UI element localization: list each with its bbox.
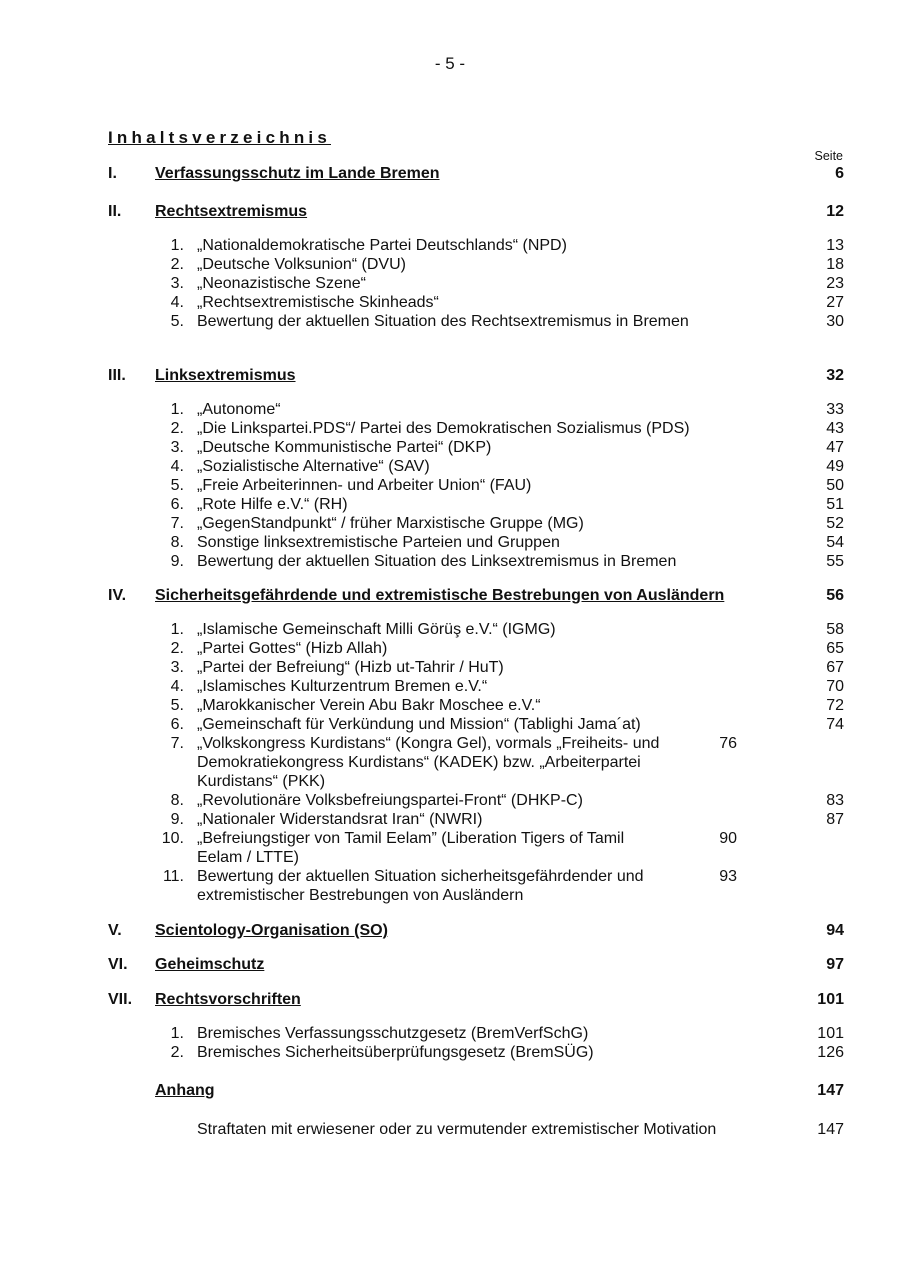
section-title[interactable]: Sicherheitsgefährdende und extremistische Bestrebungen von Ausländern bbox=[155, 587, 725, 604]
item-title[interactable]: „Nationaldemokratische Partei Deutschlands“ (NPD) bbox=[197, 237, 567, 254]
table-of-contents bbox=[108, 164, 844, 1139]
item-number: 1. bbox=[170, 401, 184, 418]
item-page: 70 bbox=[826, 678, 844, 695]
toc-section-heading[interactable] bbox=[108, 586, 844, 605]
item-page: 55 bbox=[826, 553, 844, 570]
item-number: 1. bbox=[170, 237, 184, 254]
section-page: 6 bbox=[835, 165, 844, 182]
toc-section-heading[interactable] bbox=[108, 1081, 844, 1100]
item-number: 8. bbox=[170, 792, 184, 809]
toc-section-heading[interactable] bbox=[108, 921, 844, 940]
toc-item[interactable] bbox=[108, 715, 844, 734]
item-number: 3. bbox=[170, 659, 184, 676]
toc-item[interactable] bbox=[108, 829, 844, 867]
item-page: 33 bbox=[826, 401, 844, 418]
item-number: 2. bbox=[170, 420, 184, 437]
section-title[interactable]: Rechtsextremismus bbox=[155, 203, 308, 220]
item-page: 74 bbox=[826, 716, 844, 733]
item-page: 54 bbox=[826, 534, 844, 551]
item-page: 23 bbox=[826, 275, 844, 292]
section-number bbox=[108, 1081, 155, 1100]
item-page: 147 bbox=[817, 1121, 844, 1138]
item-title[interactable]: „Rechtsextremistische Skinheads“ bbox=[197, 294, 439, 311]
section-number: I. bbox=[108, 165, 117, 182]
toc-section bbox=[108, 921, 844, 940]
toc-item-list bbox=[108, 1120, 844, 1139]
item-number: 3. bbox=[170, 439, 184, 456]
toc-section-heading[interactable] bbox=[108, 164, 844, 183]
item-number: 7. bbox=[170, 735, 184, 752]
item-page: 13 bbox=[826, 237, 844, 254]
item-number: 2. bbox=[170, 256, 184, 273]
item-title[interactable]: Bewertung der aktuellen Situation sicherheitsgefährdender und extremistischer Bestrebungen von Ausländern bbox=[197, 868, 644, 904]
toc-item[interactable] bbox=[108, 658, 844, 677]
section-page: 12 bbox=[826, 203, 844, 220]
item-title[interactable]: Sonstige linksextremistische Parteien und Gruppen bbox=[197, 534, 560, 551]
item-title[interactable]: „Befreiungstiger von Tamil Eelam” (Liberation Tigers of Tamil Eelam / LTTE) bbox=[197, 830, 625, 866]
item-page: 27 bbox=[826, 294, 844, 311]
item-number: 1. bbox=[170, 621, 184, 638]
item-number: 4. bbox=[170, 678, 184, 695]
toc-item[interactable] bbox=[108, 734, 844, 791]
item-number: 5. bbox=[170, 697, 184, 714]
item-title[interactable]: „Islamische Gemeinschaft Milli Görüş e.V.“ (IGMG) bbox=[197, 621, 556, 638]
item-page: 72 bbox=[826, 697, 844, 714]
item-title[interactable]: „Gemeinschaft für Verkündung und Mission“ (Tablighi Jama´at) bbox=[197, 716, 641, 733]
toc-section bbox=[108, 366, 844, 571]
item-number: 4. bbox=[170, 294, 184, 311]
toc-item[interactable] bbox=[108, 620, 844, 639]
item-number: 9. bbox=[170, 811, 184, 828]
toc-item[interactable] bbox=[108, 791, 844, 810]
toc-item[interactable] bbox=[108, 495, 844, 514]
item-title[interactable]: „Volkskongress Kurdistans“ (Kongra Gel), vormals „Freiheits- und Demokratiekongress Kurdistans“ (KADEK) bzw. „Arbeiterpartei Kurdistans“ (PKK) bbox=[197, 735, 660, 790]
toc-item[interactable] bbox=[108, 1024, 844, 1043]
item-title[interactable]: „Revolutionäre Volksbefreiungspartei-Front“ (DHKP-C) bbox=[197, 792, 583, 809]
item-title[interactable]: Bremisches Sicherheitsüberprüfungsgesetz (BremSÜG) bbox=[197, 1044, 594, 1061]
item-number: 1. bbox=[170, 1025, 184, 1042]
item-page: 47 bbox=[826, 439, 844, 456]
section-title[interactable]: Scientology-Organisation (SO) bbox=[155, 922, 388, 939]
item-number: 6. bbox=[170, 716, 184, 733]
item-number: 4. bbox=[170, 458, 184, 475]
item-number: 11. bbox=[162, 868, 184, 885]
item-page: 18 bbox=[826, 256, 844, 273]
toc-item[interactable] bbox=[108, 867, 844, 905]
toc-item-list bbox=[108, 1024, 844, 1062]
toc-item[interactable] bbox=[108, 810, 844, 829]
item-page: 58 bbox=[826, 621, 844, 638]
item-number: 9. bbox=[170, 553, 184, 570]
toc-item[interactable] bbox=[108, 1120, 844, 1139]
section-page: 32 bbox=[826, 367, 844, 384]
item-number: 3. bbox=[170, 275, 184, 292]
item-title[interactable]: „Autonome“ bbox=[197, 401, 281, 418]
page-number: - 5 - bbox=[434, 54, 466, 73]
toc-section bbox=[108, 955, 844, 974]
item-title[interactable]: „Deutsche Kommunistische Partei“ (DKP) bbox=[197, 439, 492, 456]
item-title[interactable]: Straftaten mit erwiesener oder zu vermutender extremistischer Motivation bbox=[197, 1121, 717, 1138]
item-number: 5. bbox=[170, 477, 184, 494]
toc-item[interactable] bbox=[108, 274, 844, 293]
toc-item[interactable] bbox=[108, 514, 844, 533]
section-title[interactable]: Geheimschutz bbox=[155, 956, 265, 973]
item-title[interactable]: „Islamisches Kulturzentrum Bremen e.V.“ bbox=[197, 678, 488, 695]
toc-item[interactable] bbox=[108, 236, 844, 255]
item-number: 6. bbox=[170, 496, 184, 513]
toc-item[interactable] bbox=[108, 400, 844, 419]
item-page: 83 bbox=[826, 792, 844, 809]
toc-section bbox=[108, 990, 844, 1062]
toc-item[interactable] bbox=[108, 419, 844, 438]
item-title[interactable]: Bremisches Verfassungsschutzgesetz (BremVerfSchG) bbox=[197, 1025, 589, 1042]
item-number: 10. bbox=[161, 830, 184, 847]
item-page: 67 bbox=[826, 659, 844, 676]
toc-section-heading[interactable] bbox=[108, 955, 844, 974]
toc-title: Inhaltsverzeichnis bbox=[108, 128, 331, 147]
section-page: 56 bbox=[826, 587, 844, 604]
item-title[interactable]: „Nationaler Widerstandsrat Iran“ (NWRI) bbox=[197, 811, 483, 828]
item-page: 65 bbox=[826, 640, 844, 657]
toc-item[interactable] bbox=[108, 552, 844, 571]
section-page: 101 bbox=[817, 991, 844, 1008]
toc-item[interactable] bbox=[108, 1043, 844, 1062]
section-page: 147 bbox=[817, 1082, 844, 1099]
item-page: 49 bbox=[826, 458, 844, 475]
item-page: 93 bbox=[719, 868, 737, 885]
section-page: 94 bbox=[826, 922, 844, 939]
section-number: III. bbox=[108, 367, 126, 384]
item-page: 43 bbox=[826, 420, 844, 437]
section-page: 97 bbox=[826, 956, 844, 973]
item-title[interactable]: „Die Linkspartei.PDS“/ Partei des Demokratischen Sozialismus (PDS) bbox=[197, 420, 690, 437]
toc-section bbox=[108, 202, 844, 331]
item-title[interactable]: „Partei der Befreiung“ (Hizb ut-Tahrir / HuT) bbox=[197, 659, 504, 676]
toc-item[interactable] bbox=[108, 639, 844, 658]
toc-section bbox=[108, 164, 844, 183]
item-page: 101 bbox=[817, 1025, 844, 1042]
toc-section bbox=[108, 586, 844, 905]
item-page: 126 bbox=[817, 1044, 844, 1061]
item-title[interactable]: Bewertung der aktuellen Situation des Linksextremismus in Bremen bbox=[197, 553, 677, 570]
item-page: 76 bbox=[719, 735, 737, 752]
item-title[interactable]: „Deutsche Volksunion“ (DVU) bbox=[197, 256, 406, 273]
section-title[interactable]: Rechtsvorschriften bbox=[155, 991, 301, 1008]
section-title[interactable]: Verfassungsschutz im Lande Bremen bbox=[155, 165, 440, 182]
section-number: VI. bbox=[108, 956, 128, 973]
item-number: 8. bbox=[170, 534, 184, 551]
toc-item[interactable] bbox=[108, 533, 844, 552]
item-number: 5. bbox=[170, 313, 184, 330]
item-page: 30 bbox=[826, 313, 844, 330]
item-page: 51 bbox=[826, 496, 844, 513]
item-number: 2. bbox=[170, 640, 184, 657]
item-number: 7. bbox=[170, 515, 184, 532]
page-column-label: Seite bbox=[814, 149, 843, 163]
toc-item[interactable] bbox=[108, 696, 844, 715]
section-title[interactable]: Linksextremismus bbox=[155, 367, 296, 384]
toc-item[interactable] bbox=[108, 457, 844, 476]
section-title[interactable]: Anhang bbox=[155, 1082, 215, 1099]
item-title[interactable]: „Sozialistische Alternative“ (SAV) bbox=[197, 458, 430, 475]
item-title[interactable]: „Freie Arbeiterinnen- und Arbeiter Union“ (FAU) bbox=[197, 477, 532, 494]
item-page: 52 bbox=[826, 515, 844, 532]
item-number: 2. bbox=[170, 1044, 184, 1061]
item-title[interactable]: „GegenStandpunkt“ / früher Marxistische Gruppe (MG) bbox=[197, 515, 584, 532]
toc-section-heading[interactable] bbox=[108, 990, 844, 1009]
toc-item-list bbox=[108, 620, 844, 905]
toc-item-list bbox=[108, 400, 844, 571]
toc-item[interactable] bbox=[108, 293, 844, 312]
item-title[interactable]: „Neonazistische Szene“ bbox=[197, 275, 366, 292]
section-number: V. bbox=[108, 922, 122, 939]
toc-section-heading[interactable] bbox=[108, 366, 844, 385]
item-title[interactable]: Bewertung der aktuellen Situation des Rechtsextremismus in Bremen bbox=[197, 313, 689, 330]
toc-item[interactable] bbox=[108, 476, 844, 495]
toc-section-heading[interactable] bbox=[108, 202, 844, 221]
section-number: II. bbox=[108, 203, 122, 220]
toc-item[interactable] bbox=[108, 255, 844, 274]
section-number: VII. bbox=[108, 991, 133, 1008]
item-title[interactable]: „Partei Gottes“ (Hizb Allah) bbox=[197, 640, 388, 657]
item-page: 90 bbox=[719, 830, 737, 847]
item-title[interactable]: „Rote Hilfe e.V.“ (RH) bbox=[197, 496, 348, 513]
toc-section bbox=[108, 1081, 844, 1139]
item-title[interactable]: „Marokkanischer Verein Abu Bakr Moschee e.V.“ bbox=[197, 697, 541, 714]
toc-item-list bbox=[108, 236, 844, 331]
toc-item[interactable] bbox=[108, 438, 844, 457]
toc-item[interactable] bbox=[108, 312, 844, 331]
item-page: 50 bbox=[826, 477, 844, 494]
item-number bbox=[108, 1120, 197, 1139]
toc-item[interactable] bbox=[108, 677, 844, 696]
section-number: IV. bbox=[108, 587, 127, 604]
item-page: 87 bbox=[826, 811, 844, 828]
